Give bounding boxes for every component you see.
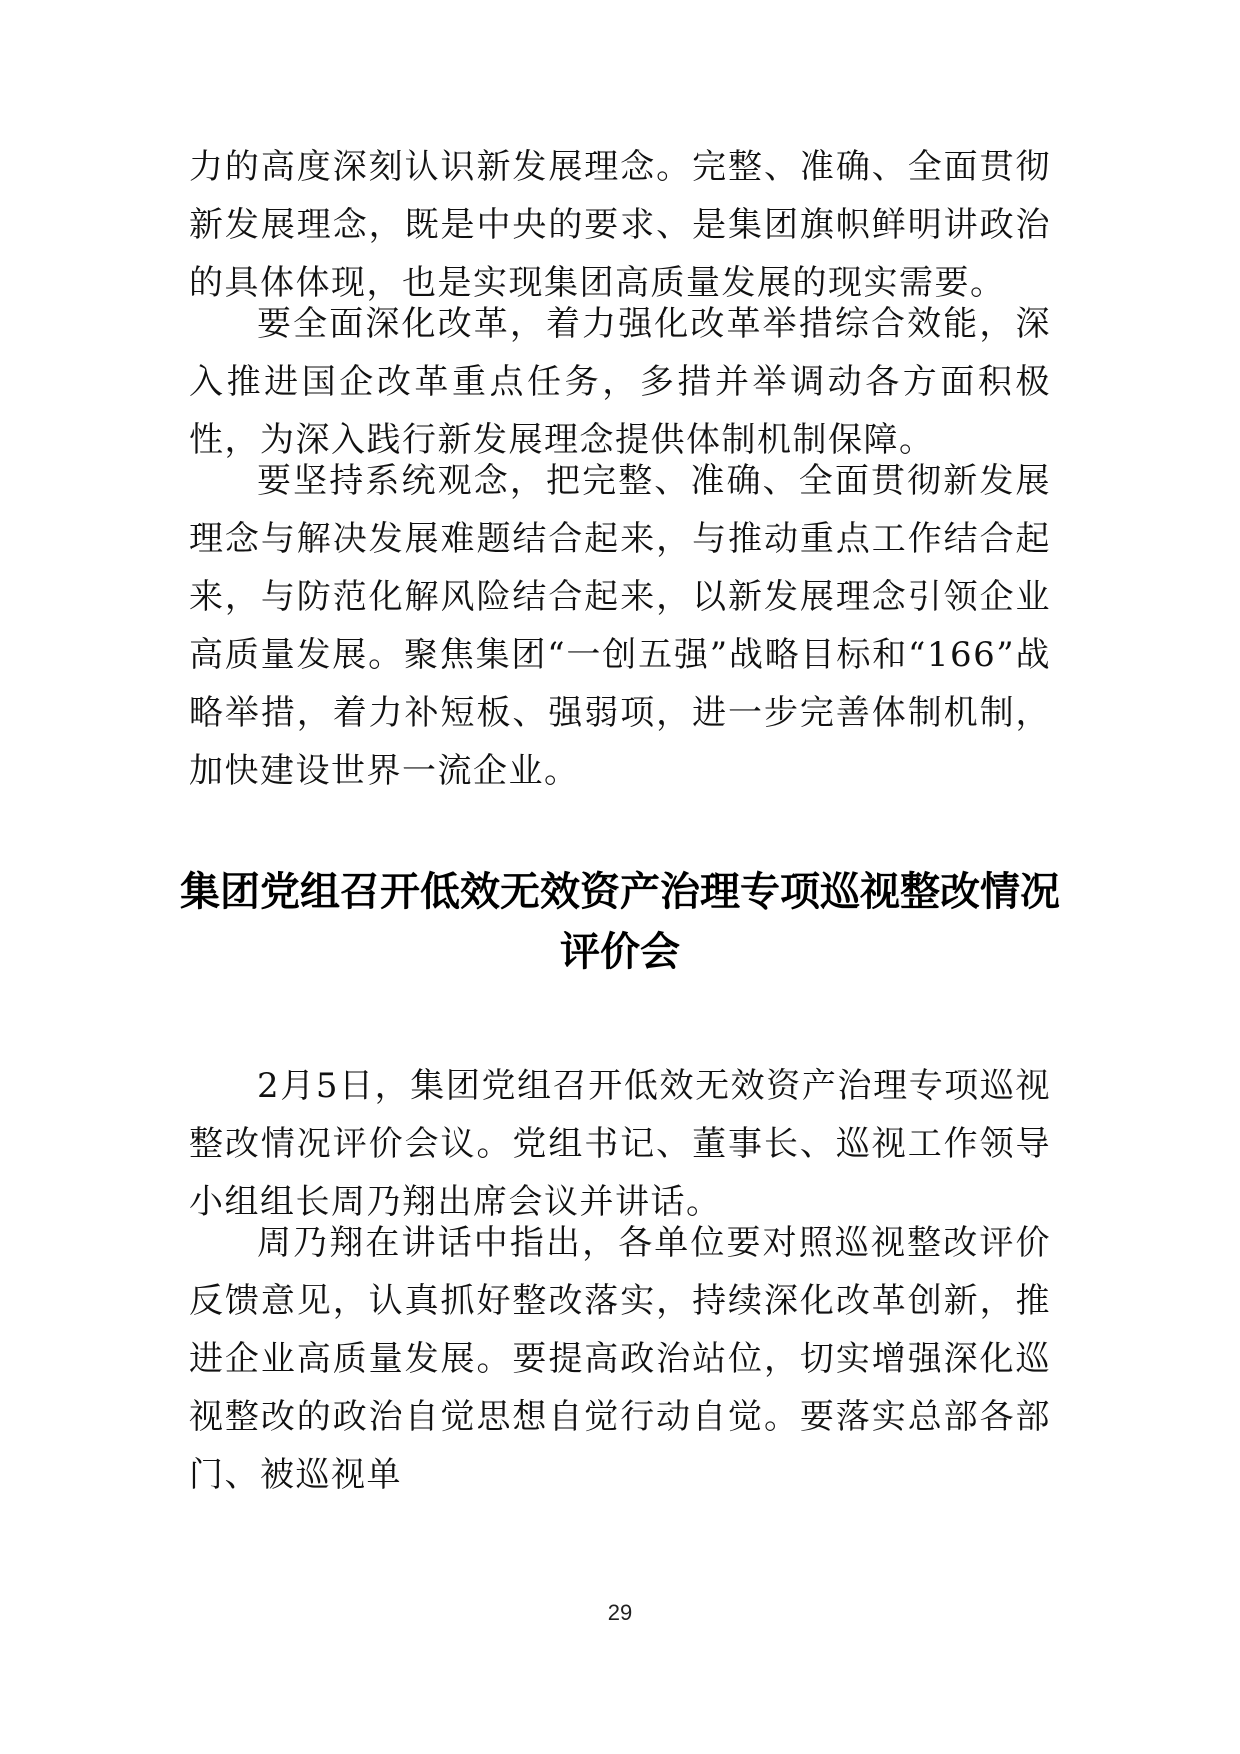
body-paragraph-3: 要坚持系统观念，把完整、准确、全面贯彻新发展理念与解决发展难题结合起来，与推动重点工作结合起来，与防范化解风险结合起来，以新发展理念引领企业高质量发展。聚焦集团“一创五强”战略目标和“166”战略举措，着力补短板、强弱项，进一步完善体制机制，加快建设世界一流企业。 [189,461,1051,791]
article-title-line-1: 集团党组召开低效无效资产治理专项巡视整改情况 [180,869,1060,915]
body-paragraph-5: 周乃翔在讲话中指出，各单位要对照巡视整改评价反馈意见，认真抓好整改落实，持续深化改革创新，推进企业高质量发展。要提高政治站位，切实增强深化巡视整改的政治自觉思想自觉行动自觉。要落实总部各部门、被巡视单 [189,1223,1051,1495]
body-paragraph-2: 要全面深化改革，着力强化改革举措综合效能，深入推进国企改革重点任务，多措并举调动各方面积极性，为深入践行新发展理念提供体制机制保障。 [189,304,1051,460]
body-paragraph-1: 力的高度深刻认识新发展理念。完整、准确、全面贯彻新发展理念，既是中央的要求、是集团旗帜鲜明讲政治的具体体现，也是实现集团高质量发展的现实需要。 [189,147,1051,303]
body-paragraph-4: 2月5日，集团党组召开低效无效资产治理专项巡视整改情况评价会议。党组书记、董事长、巡视工作领导小组组长周乃翔出席会议并讲话。 [189,1066,1051,1222]
article-title-line-2: 评价会 [560,929,680,975]
article-title [160,862,1080,982]
page-number: 29 [607,1600,633,1625]
